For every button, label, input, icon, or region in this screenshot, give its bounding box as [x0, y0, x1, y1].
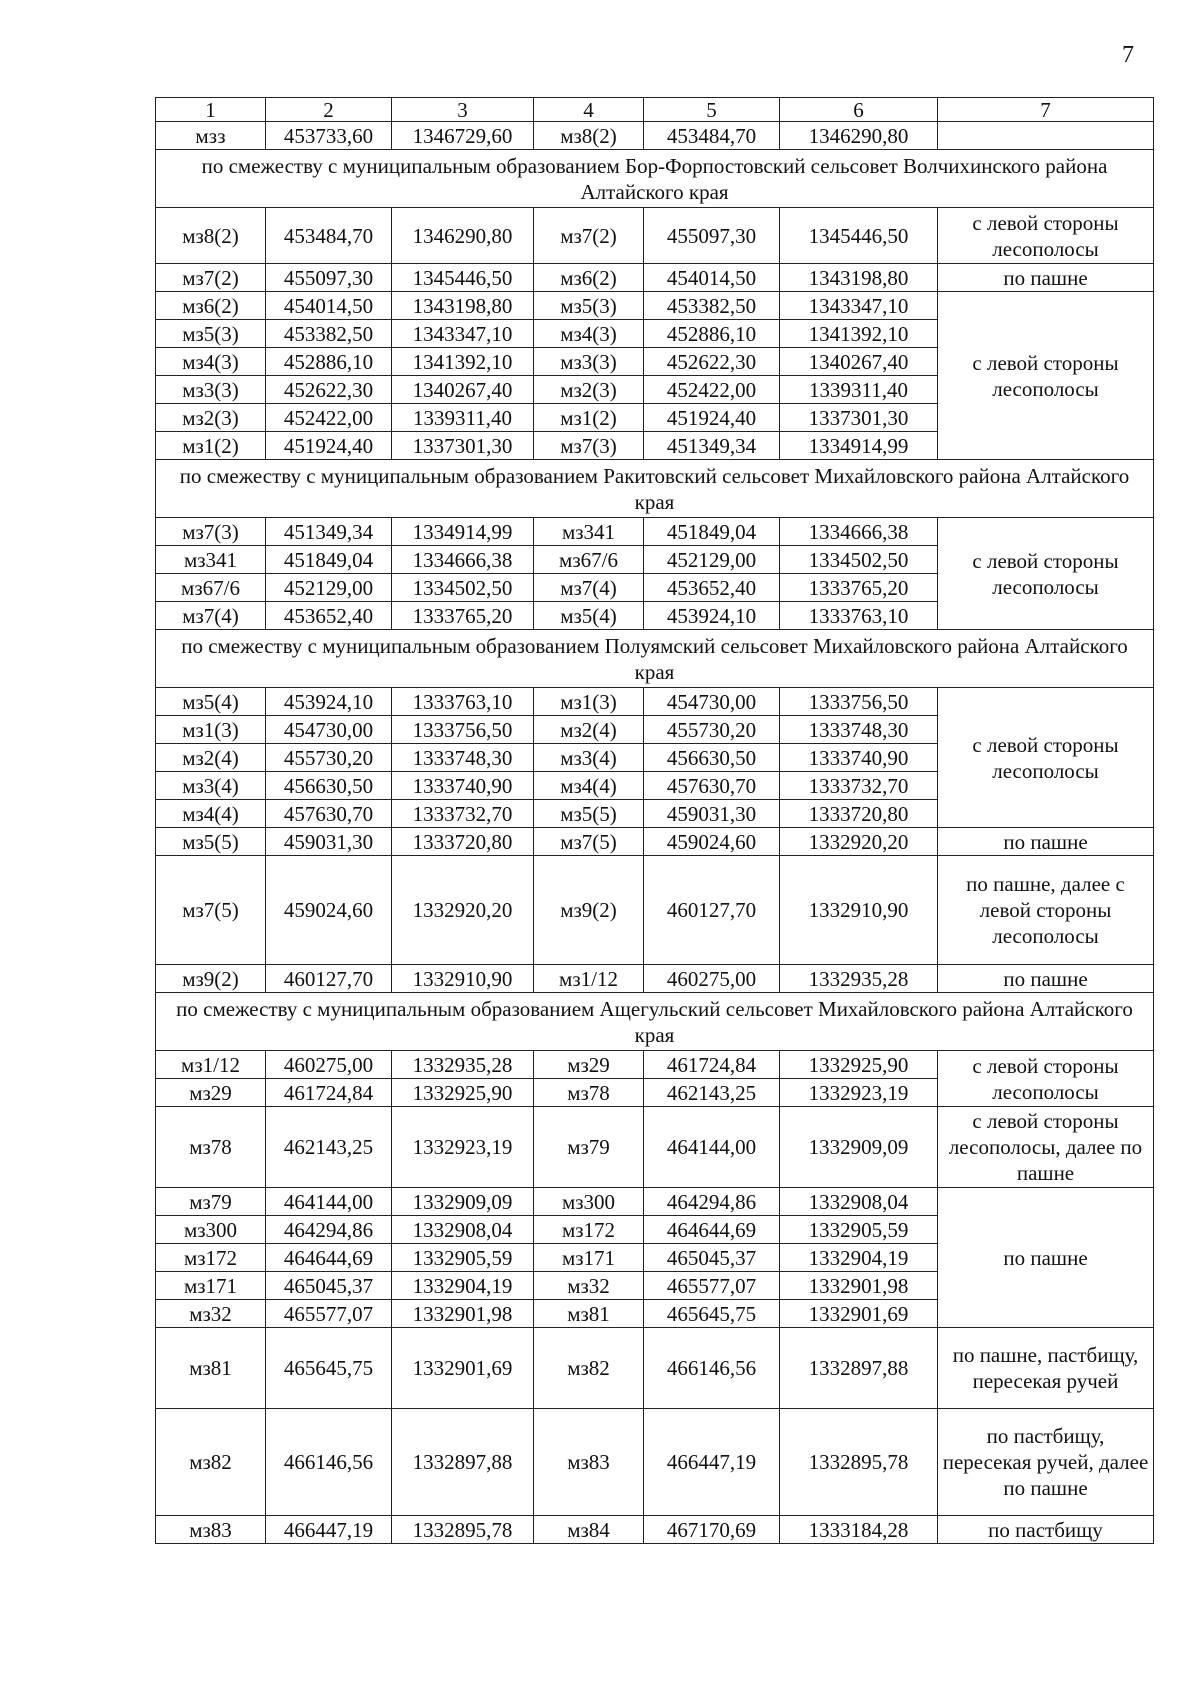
table-cell: 455097,30 [266, 264, 392, 292]
table-cell: 464644,69 [644, 1216, 780, 1244]
table-cell: 1332935,28 [780, 965, 938, 993]
table-cell: 460127,70 [266, 965, 392, 993]
table-cell: 1341392,10 [392, 348, 534, 376]
table-cell: 1332901,69 [780, 1300, 938, 1328]
table-cell: 453382,50 [266, 320, 392, 348]
section-heading-row [156, 630, 1154, 688]
table-cell: 451924,40 [266, 432, 392, 460]
table-cell: 1334914,99 [780, 432, 938, 460]
table-cell: 465645,75 [266, 1328, 392, 1409]
table-cell: мз1(2) [156, 432, 266, 460]
table-cell: мз171 [156, 1272, 266, 1300]
table-cell: 451924,40 [644, 404, 780, 432]
table-cell: 452886,10 [644, 320, 780, 348]
table-cell: 451349,34 [644, 432, 780, 460]
table-cell: 467170,69 [644, 1516, 780, 1544]
table-cell: 1332909,09 [780, 1107, 938, 1188]
table-cell: 1332901,98 [780, 1272, 938, 1300]
table-cell: 1334666,38 [780, 518, 938, 546]
table-cell: 1333732,70 [392, 800, 534, 828]
table-row [156, 856, 1154, 965]
table-cell: мз2(3) [156, 404, 266, 432]
table-cell: 1332908,04 [780, 1188, 938, 1216]
table-cell: мз7(4) [534, 574, 644, 602]
table-cell: 1333756,50 [780, 688, 938, 716]
table-cell: 1332925,90 [392, 1079, 534, 1107]
table-cell: 1332908,04 [392, 1216, 534, 1244]
table-cell: мз81 [156, 1328, 266, 1409]
table-cell: 1332909,09 [392, 1188, 534, 1216]
table-cell: мз3(3) [534, 348, 644, 376]
table-cell: 1332901,69 [392, 1328, 534, 1409]
table-cell: 462143,25 [644, 1079, 780, 1107]
table-cell: 1332904,19 [392, 1272, 534, 1300]
table-cell: мз8(2) [534, 122, 644, 150]
table-row [156, 292, 1154, 320]
table-row [156, 264, 1154, 292]
table-cell: 1339311,40 [392, 404, 534, 432]
table-row [156, 965, 1154, 993]
table-cell: мз1/12 [534, 965, 644, 993]
table-cell: 464294,86 [644, 1188, 780, 1216]
table-cell: мз7(2) [534, 208, 644, 264]
table-cell: 452422,00 [644, 376, 780, 404]
note-cell: по пашне, далее с левой стороны лесополосы [938, 856, 1154, 965]
table-cell: 465645,75 [644, 1300, 780, 1328]
table-cell: 1332910,90 [780, 856, 938, 965]
table-cell: мз341 [534, 518, 644, 546]
table-cell: 455730,20 [266, 744, 392, 772]
table-cell: 451849,04 [644, 518, 780, 546]
table-cell: мз81 [534, 1300, 644, 1328]
table-cell: 1332895,78 [780, 1409, 938, 1516]
table-cell: 453652,40 [266, 602, 392, 630]
table-row [156, 1409, 1154, 1516]
table-cell: 1333748,30 [780, 716, 938, 744]
table-cell: 1337301,30 [780, 404, 938, 432]
table-cell: 1333763,10 [392, 688, 534, 716]
table-cell: мз341 [156, 546, 266, 574]
table-cell: мз78 [534, 1079, 644, 1107]
table-cell: мз2(4) [534, 716, 644, 744]
table-cell: мз32 [534, 1272, 644, 1300]
column-header: 2 [266, 98, 392, 122]
table-cell: 1332897,88 [780, 1328, 938, 1409]
table-cell: 1346290,80 [392, 208, 534, 264]
table-cell: мз5(3) [156, 320, 266, 348]
table-cell: 453924,10 [644, 602, 780, 630]
table-row [156, 1051, 1154, 1079]
table-cell: 460275,00 [644, 965, 780, 993]
table-cell: 464294,86 [266, 1216, 392, 1244]
table-cell: 1343198,80 [392, 292, 534, 320]
table-cell: мз3(4) [156, 772, 266, 800]
table-cell: мз5(5) [156, 828, 266, 856]
table-cell: 1340267,40 [392, 376, 534, 404]
table-cell: 1332905,59 [780, 1216, 938, 1244]
table-cell: мз82 [156, 1409, 266, 1516]
table-cell: мз172 [534, 1216, 644, 1244]
note-cell: с левой стороны лесополосы [938, 208, 1154, 264]
table-cell: 454730,00 [644, 688, 780, 716]
table-cell: 466146,56 [266, 1409, 392, 1516]
table-cell: 1332923,19 [780, 1079, 938, 1107]
table-cell: 453733,60 [266, 122, 392, 150]
table-cell: 1339311,40 [780, 376, 938, 404]
table-cell: 453484,70 [266, 208, 392, 264]
table-cell: 1334502,50 [392, 574, 534, 602]
table-cell: мз6(2) [534, 264, 644, 292]
table-cell: 1340267,40 [780, 348, 938, 376]
note-cell: по пашне [938, 828, 1154, 856]
table-cell: 1332920,20 [780, 828, 938, 856]
table-cell: 461724,84 [266, 1079, 392, 1107]
table-cell: 1333184,28 [780, 1516, 938, 1544]
table-cell: 457630,70 [266, 800, 392, 828]
note-cell: с левой стороны лесополосы [938, 292, 1154, 460]
table-cell: 1332901,98 [392, 1300, 534, 1328]
table-row [156, 208, 1154, 264]
table-cell: 454730,00 [266, 716, 392, 744]
table-cell: мз300 [156, 1216, 266, 1244]
table-cell: 464644,69 [266, 1244, 392, 1272]
table-cell: 466447,19 [644, 1409, 780, 1516]
table-cell: 1332910,90 [392, 965, 534, 993]
section-heading-row [156, 150, 1154, 208]
table-cell: 457630,70 [644, 772, 780, 800]
table-cell: мз300 [534, 1188, 644, 1216]
table-cell: мз84 [534, 1516, 644, 1544]
table-cell: 452622,30 [266, 376, 392, 404]
table-cell: 456630,50 [266, 772, 392, 800]
table-cell: 1334914,99 [392, 518, 534, 546]
table-cell: мз5(4) [156, 688, 266, 716]
table-cell: мз79 [156, 1188, 266, 1216]
table-cell: 461724,84 [644, 1051, 780, 1079]
table-row [156, 1188, 1154, 1216]
table-cell: 454014,50 [266, 292, 392, 320]
table-cell: мз67/6 [156, 574, 266, 602]
table-cell: 1333748,30 [392, 744, 534, 772]
table-cell: 1333756,50 [392, 716, 534, 744]
table-cell: мз1/12 [156, 1051, 266, 1079]
table-cell: 1332920,20 [392, 856, 534, 965]
section-heading: по смежеству с муниципальным образованием Ракитовский сельсовет Михайловского района Алтайского края [156, 460, 1154, 518]
table-cell: мз2(4) [156, 744, 266, 772]
note-cell: по пашне [938, 965, 1154, 993]
table-cell: 1343347,10 [392, 320, 534, 348]
table-cell: мз82 [534, 1328, 644, 1409]
table-row [156, 688, 1154, 716]
table-cell: 1333765,20 [392, 602, 534, 630]
table-cell: мз3(4) [534, 744, 644, 772]
boundary-table [155, 97, 1154, 1544]
table-cell: 453382,50 [644, 292, 780, 320]
table-cell: 466447,19 [266, 1516, 392, 1544]
table-cell: мзз [156, 122, 266, 150]
table-cell: 1343347,10 [780, 292, 938, 320]
table-cell: 465577,07 [644, 1272, 780, 1300]
table-cell: 451349,34 [266, 518, 392, 546]
table-cell: 1337301,30 [392, 432, 534, 460]
table-cell: 1332923,19 [392, 1107, 534, 1188]
table-cell: мз79 [534, 1107, 644, 1188]
table-cell: 459031,30 [644, 800, 780, 828]
section-heading: по смежеству с муниципальным образованием Ащегульский сельсовет Михайловского района Алтайского края [156, 993, 1154, 1051]
table-cell: 452129,00 [644, 546, 780, 574]
table-cell: 452622,30 [644, 348, 780, 376]
table-cell: 1334502,50 [780, 546, 938, 574]
table-cell: 452422,00 [266, 404, 392, 432]
table-cell: 452886,10 [266, 348, 392, 376]
table-cell: 455730,20 [644, 716, 780, 744]
column-header: 1 [156, 98, 266, 122]
table-cell: 1332925,90 [780, 1051, 938, 1079]
table-cell: 1343198,80 [780, 264, 938, 292]
table-cell: 1333720,80 [780, 800, 938, 828]
table-cell: мз6(2) [156, 292, 266, 320]
table-cell: 464144,00 [644, 1107, 780, 1188]
table-cell: мз9(2) [534, 856, 644, 965]
table-cell: мз4(3) [156, 348, 266, 376]
table-cell: мз4(4) [156, 800, 266, 828]
table-cell: 453484,70 [644, 122, 780, 150]
table-cell: 460275,00 [266, 1051, 392, 1079]
note-cell: по пашне, пастбищу, пересекая ручей [938, 1328, 1154, 1409]
table-row [156, 1516, 1154, 1544]
table-cell: 455097,30 [644, 208, 780, 264]
table-cell: мз7(4) [156, 602, 266, 630]
table-cell: 1334666,38 [392, 546, 534, 574]
table-cell: мз1(2) [534, 404, 644, 432]
table-cell: 1346290,80 [780, 122, 938, 150]
table-cell: 459031,30 [266, 828, 392, 856]
column-header: 3 [392, 98, 534, 122]
table-cell: 1333765,20 [780, 574, 938, 602]
header-row [156, 98, 1154, 122]
table-cell: 459024,60 [644, 828, 780, 856]
table-cell: 465577,07 [266, 1300, 392, 1328]
table-cell: 456630,50 [644, 744, 780, 772]
table-cell: мз172 [156, 1244, 266, 1272]
note-cell: с левой стороны лесополосы [938, 1051, 1154, 1107]
table-cell: мз171 [534, 1244, 644, 1272]
column-header: 6 [780, 98, 938, 122]
table-cell: мз4(4) [534, 772, 644, 800]
note-cell: с левой стороны лесополосы [938, 518, 1154, 630]
table-cell: мз8(2) [156, 208, 266, 264]
table-cell: мз1(3) [156, 716, 266, 744]
table-row [156, 122, 1154, 150]
table-cell: 1346729,60 [392, 122, 534, 150]
column-header: 7 [938, 98, 1154, 122]
table-cell: мз5(3) [534, 292, 644, 320]
table-cell: 1333740,90 [392, 772, 534, 800]
section-heading: по смежеству с муниципальным образованием Полуямский сельсовет Михайловского района Алтайского края [156, 630, 1154, 688]
table-row [156, 1107, 1154, 1188]
table-cell: 460127,70 [644, 856, 780, 965]
note-cell: по пашне [938, 264, 1154, 292]
table-cell: мз78 [156, 1107, 266, 1188]
table-cell: мз7(3) [534, 432, 644, 460]
note-cell: по пастбищу, пересекая ручей, далее по пашне [938, 1409, 1154, 1516]
note-cell: с левой стороны лесополосы [938, 688, 1154, 828]
table-cell: 1333720,80 [392, 828, 534, 856]
section-heading: по смежеству с муниципальным образованием Бор-Форпостовский сельсовет Волчихинского района Алтайского края [156, 150, 1154, 208]
table-cell: 1345446,50 [392, 264, 534, 292]
table-cell: 466146,56 [644, 1328, 780, 1409]
table-cell: 453652,40 [644, 574, 780, 602]
table-cell: мз7(5) [156, 856, 266, 965]
table-cell: мз83 [534, 1409, 644, 1516]
section-heading-row [156, 460, 1154, 518]
table-cell: 459024,60 [266, 856, 392, 965]
table-cell: мз29 [534, 1051, 644, 1079]
table-row [156, 1328, 1154, 1409]
table-cell: мз83 [156, 1516, 266, 1544]
table-cell: мз7(5) [534, 828, 644, 856]
table-cell: 1333763,10 [780, 602, 938, 630]
table-cell: мз5(5) [534, 800, 644, 828]
table-cell: мз3(3) [156, 376, 266, 404]
table-cell: мз2(3) [534, 376, 644, 404]
table-cell: 462143,25 [266, 1107, 392, 1188]
table-cell: 464144,00 [266, 1188, 392, 1216]
table-cell: 1333740,90 [780, 744, 938, 772]
table-row [156, 518, 1154, 546]
table-cell: 465045,37 [644, 1244, 780, 1272]
column-header: 4 [534, 98, 644, 122]
table-cell: 1332897,88 [392, 1409, 534, 1516]
table-cell: 1332905,59 [392, 1244, 534, 1272]
table-cell: 1333732,70 [780, 772, 938, 800]
table-cell: мз4(3) [534, 320, 644, 348]
table-cell: мз1(3) [534, 688, 644, 716]
table-cell: мз5(4) [534, 602, 644, 630]
table-cell: 453924,10 [266, 688, 392, 716]
table-cell: мз7(2) [156, 264, 266, 292]
note-cell: по пастбищу [938, 1516, 1154, 1544]
table-cell: 1345446,50 [780, 208, 938, 264]
table-cell: 1332904,19 [780, 1244, 938, 1272]
table-cell: 451849,04 [266, 546, 392, 574]
note-cell [938, 122, 1154, 150]
column-header: 5 [644, 98, 780, 122]
table-cell: 1341392,10 [780, 320, 938, 348]
page-number: 7 [1122, 42, 1134, 68]
table-cell: мз9(2) [156, 965, 266, 993]
table-cell: 1332895,78 [392, 1516, 534, 1544]
table-cell: 454014,50 [644, 264, 780, 292]
table-cell: мз67/6 [534, 546, 644, 574]
table-cell: 465045,37 [266, 1272, 392, 1300]
table-cell: мз32 [156, 1300, 266, 1328]
table-cell: мз7(3) [156, 518, 266, 546]
table-row [156, 828, 1154, 856]
table-cell: мз29 [156, 1079, 266, 1107]
table-cell: 452129,00 [266, 574, 392, 602]
note-cell: с левой стороны лесополосы, далее по пашне [938, 1107, 1154, 1188]
note-cell: по пашне [938, 1188, 1154, 1328]
table-cell: 1332935,28 [392, 1051, 534, 1079]
section-heading-row [156, 993, 1154, 1051]
